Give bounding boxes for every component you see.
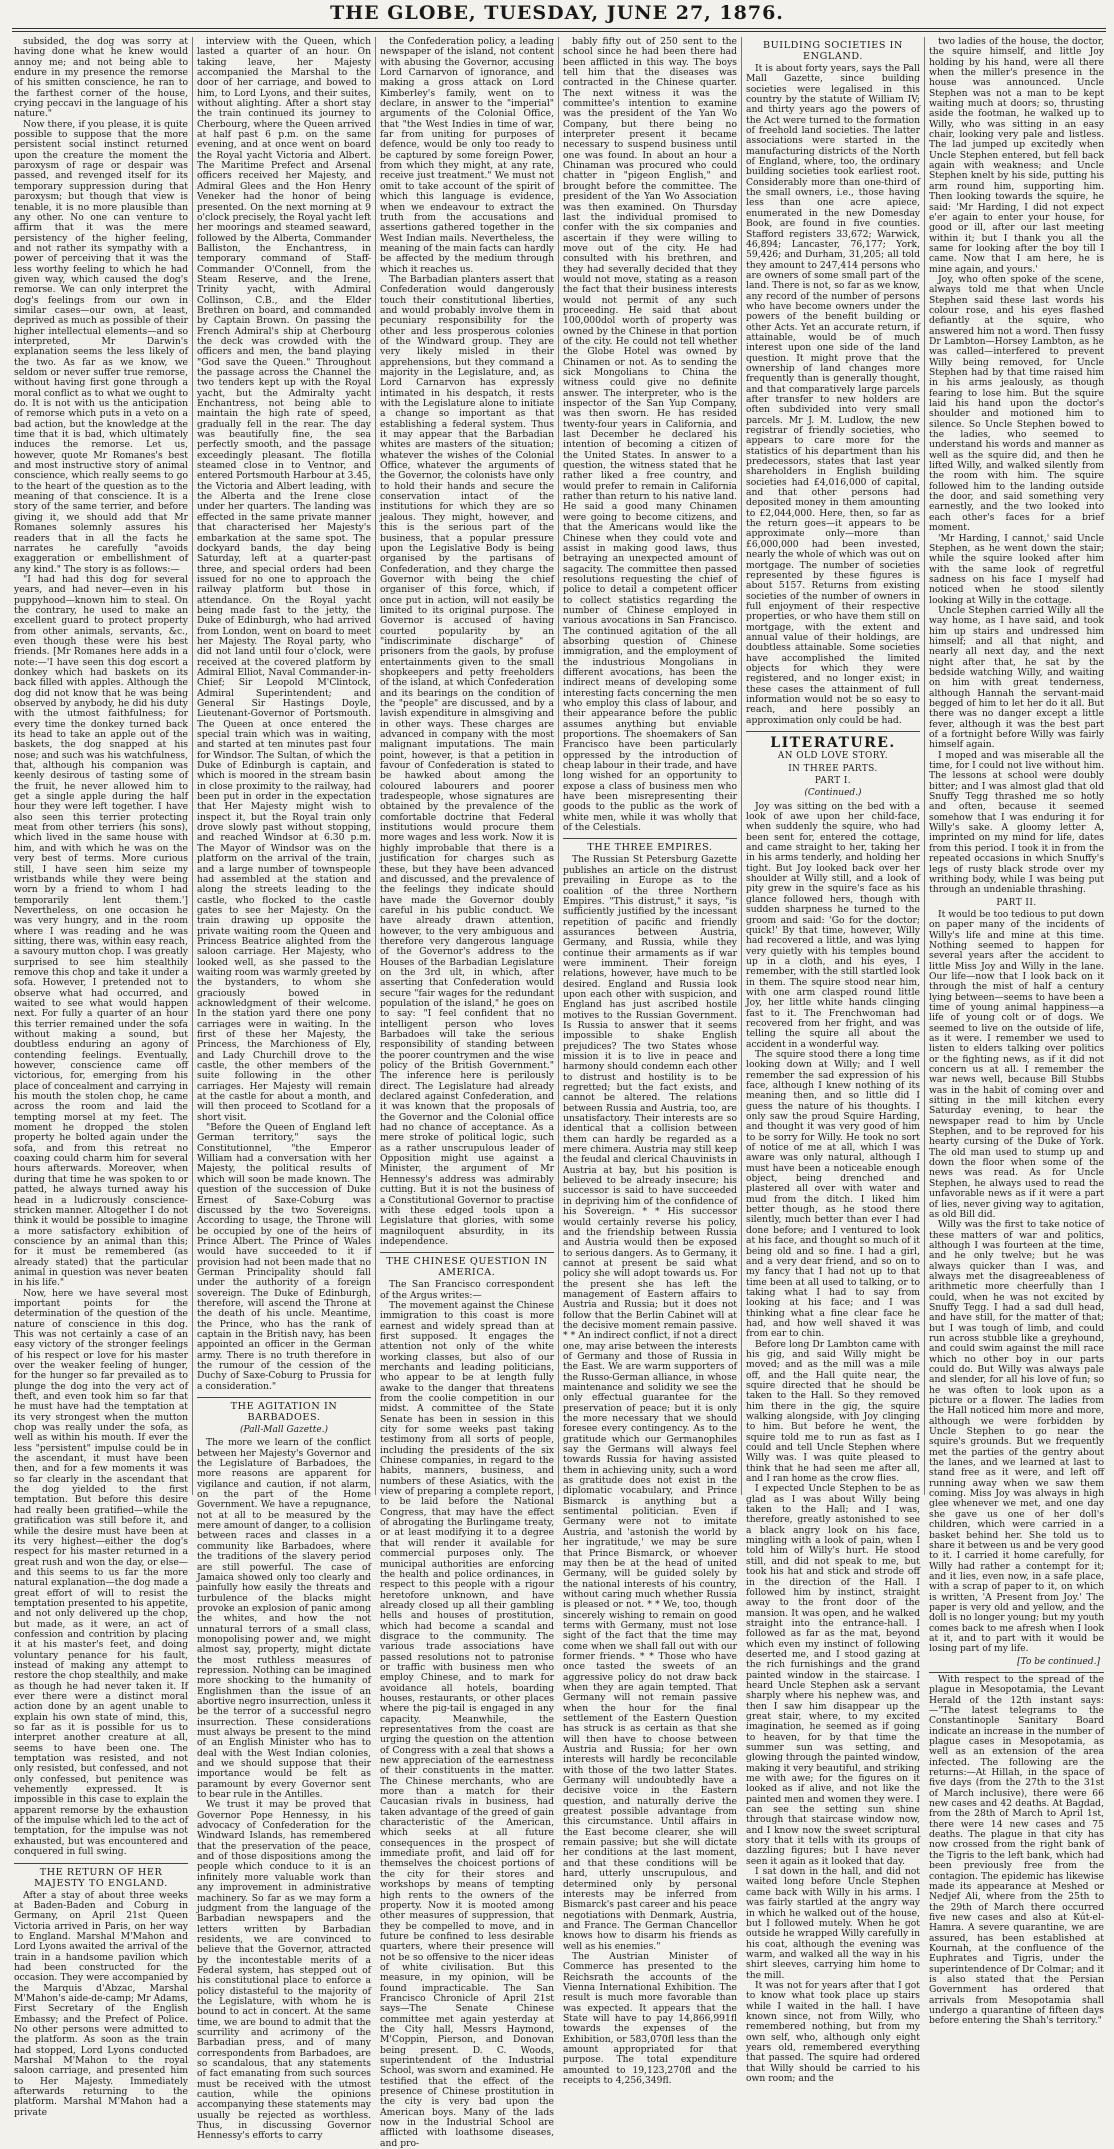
paragraph: The San Francisco correspondent of the Argus writes:— [380,1279,554,1301]
paragraph: It would be too tedious to put down on paper many of the incidents of Willy's life and mine at this time. Nothing seemed to happen for several years after the accident to little Miss Joy and Willy in the lane. Our life—now that I look back on it through the mist of half a century lying between—seems to have been a time of young animal happiness—a life of young colt or of dogs. We seemed to live on the outside of life, as it were. I remember we used to listen to elders talking over politics or the fighting news, as if it did not concern us at all. I remember the war news well, because Bill Stubbs was in the habit of coming over and sitting in the mill kitchen every Saturday evening, to hear the newspaper read to him by Uncle Stephen, and to be reproved for his hearty cursing of the Duke of York. The old man used to stump up and down the floor when some of the news was read. As for Uncle Stephen, he always used to read the unfavorable news as if it were a part of lies, never giving way to agitation, as old Bill did. [929,908,1104,1220]
paragraph: It is about forty years, says the Pall Mall Gazette, since building societies were legalised in this country by the statute of William IV; and thirty years ago the powers of the Act were turned to the formation of freehold land societies. The latter associations were started in the manufacturing districts of the North of England, where, too, the ordinary building societies took earliest root. Considerably more than one-third of the small owners, i.e., those having less than one acre apiece, enumerated in the new Domesday Book, are found in five counties. Stafford registers 33,672; Warwick, 46,894; Lancaster, 76,177; York, 59,426; and Durham, 31,205; all told they amount to 247,414 persons who are owners of some small part of the land. There is not, so far as we know, any record of the number of persons who have become owners under the powers of the benefit building or other Acts. Yet an accurate return, if attainable, would be of much interest upon one side of the land question. It might prove that the ownership of land changes more frequently than is generally thought, and that comparatively large parcels after transfer to new holders are often subdivided into very small parcels. Mr J. M. Ludlow, the new registrar of friendly societies, who appears to care more for the statistics of his department than his predecessors, states that last year shareholders in English building societies had £4,016,000 of capital, and that other persons had deposited money in them amounting to £2,044,000. Here, then, so far as the return goes—it appears to be approximate only—more than £6,000,000 had been invested, nearly the whole of which was out on mortgage. The number of societies represented by these figures is about 5157. Returns from existing societies of the number of owners in full enjoyment of their respective properties, or who have them still on mortgage, with the extent and annual value of their holdings, are doubtless attainable. Some societies have accomplished the limited objects for which they were registered, and no longer exist; in these cases the attainment of full information would not be so easy to reach, and here possibly an approximation only could be had. [746,63,920,726]
section-divider [563,838,737,839]
section-divider [380,1252,554,1253]
paragraph: The more we learn of the conflict between her Majesty's Governor and the Legislature of Barbadoes, the more reasons are apparent for vigilance and caution, if not alarm, on the part of the Home Government. We have a repugnance, not at all to be measured by the mere amount of danger, to a collision between races and classes in a community like Barbadoes, where the traditions of the slavery period are still powerful. The case of Jamaica showed only too clearly and painfully how easily the threats and turbulence of the blacks might provoke an explosion of panic among the whites, and how the not unnatural terrors of a small class, monopolising power and, we might almost say, property, might dictate the most ruthless measures of repression. Nothing can be imagined more shocking to the humanity of Englishmen than the issue of an abortive negro insurrection, unless it be the terror of a successful negro insurrection. These considerations must always be present to the mind of an English Minister who has to deal with the West Indian colonies, and we should suppose that their importance would be felt as paramount by every Governor sent to bear rule in the Antilles. [197,1437,371,1801]
article-heading: THE AGITATION IN BARBADOES. [230,1401,338,1424]
column-4 [559,36,742,2087]
paragraph: The movement against the Chinese immigration to this coast is more earnest and widely spread than at first supposed. It engages the attention not only of the white working classes, but also of our merchants and leading politicians, who appear to be at length fully awake to the danger that threatens from the coolie competition in our midst. A committee of the State Senate has been in session in this city for some weeks past taking testimony from all sorts of people, including the presidents of the six Chinese companies, in regard to the habits, manners, business, and numbers of these Asiatics, with the view of preparing a complete report, to be laid before the National Congress, that may have the effect of abrogating the Burlingame treaty, or at least modifying it to a degree that will render it available for commercial purposes only. The municipal authorities are enforcing the health and police ordinances, in respect to this people with a rigour heretofore unknown, and have already closed up all their gambling hells and houses of prostitution, which had become a scandal and disgrace to the community. The various trade associations have passed resolutions not to patronise or traffic with business men who employ Chinese, and to mark for avoidance all hotels, boarding houses, restaurants, or other places where the pig-tail is engaged in any capacity. Meanwhile, the representatives from the coast are urging the question on the attention of Congress with a zeal that shows a new appreciation of the earnestness of their constituents in the matter. The Chinese merchants, who are more than a match for their Caucasian rivals in business, had taken advantage of the greed of gain characteristic of the American, which seeks at all future consequences in the prospect of immediate profit, and laid off for themselves the choicest portions of the city for their stores and workshops by means of tempting high rents to the owners of the property. Now it is mooted among other measures of suppression, that they be compelled to move, and in future be confined to less desirable quarters, where their presence will not be so offensive to the nicer ideas of white civilisation. But this measure, in my opinion, will be found impracticable. The San Francisco Chronicle of April 21st says—The Senate Chinese committee met again yesterday at the City hall, Messrs Haymond, M'Coppin, Pierson, and Donovan being present. D. C. Woods, superintendent of the Industrial School, was sworn and examined. He testified that the effect of the presence of Chinese prostitution in the city is very bad upon the American boys. Many of the lads now in the Industrial School are afflicted with loathsome diseases, and pro- [380,1299,554,2149]
masthead-rule-secondary [12,31,1106,32]
article-heading: THE CHINESE QUESTION IN AMERICA. [386,1256,548,1279]
paragraph: After a stay of about three weeks at Baden-Baden and Coburg in Germany, on April 21st Queen Victoria arrived in Paris, on her way to England. Marshal M'Mahon and Lord Lyons awaited the arrival of the train in a handsome pavilion which had been constructed for the occasion. They were accompanied by the Marquis d'Abzac, Marshal M'Mahon's aide-de-camp; Mr Adams, First Secretary of the English Embassy; and the Prefect of Police. No other persons were admitted to the platform. As soon as the train had stopped, Lord Lyons conducted Marshal M'Mahon to the royal saloon carriage, and presented him to Her Majesty. Immediately afterwards returning to the platform. Marshal M'Mahon had a private [14,1889,188,2118]
paragraph: With respect to the spread of the plague in Mesopotamia, the Levant Herald of the 12th instant says:—"The latest telegrams to the Constantinople Sanitary Board indicate an increase in the number of plague cases in Mesopotamia, as well as an extension of the area infected. The following are the returns:—At Hillah, in the space of five days (from the 27th to the 31st of March inclusive), there were 66 new cases and 42 deaths. At Bagdad, from the 28th of March to April 1st, there were 14 new cases and 75 deaths. The plague in that city has now crossed from the right bank of the Tigris to the left bank, which had been previously free from the contagion. The epidemic has likewise made its appearance at Meshed or Nedjef Ali, where from the 25th to the 29th of March there occurred five new cases and also at Kút-el-Hamra. A severe quarantine, we are assured, has been established at Kournah, at the confluence of the Euphrates and Tigris, under the superintendence of Dr Colmar; and it is also stated that the Persian Government has ordered that arrivals from Mesopotamia shall undergo a quarantine of fifteen days before entering the Shah's territory." [929,1673,1104,2027]
section-title: LITERATURE. [770,735,896,751]
column-3 [376,36,559,2149]
paragraph: The Russian St Petersburg Gazette publishes an article on the distrust prevailing in Europe as to the coalition of the three Northern Empires. "This distrust," it says, "is sufficiently justified by the incessant repetition of pacific and friendly assurances between Austria, Germany, and Russia, while they continue their armaments as if war were imminent. Their foreign relations, however, have much to be desired. England and Russia look upon each other with suspicion, and England has just ascribed hostile motives to the Russian Government. Is Russia to answer that it seems impossible to shake English prejudices? The two States whose mission it is to live in peace and harmony should condemn each other to distrust and hostility is to be regretted; but the fact exists, and cannot be altered. The relations between Russia and Austria, too, are unsatisfactory. Their interests are so identical that a collision between them can hardly be regarded as a mere chimera. Austria may still keep the feudal and clerical Chauvinists in Austria at bay, but his position is believed to be already insecure; his successor is said to have succeeded in depriving him of the confidence of his Sovereign. * * His successor would certainly reverse his policy, and the friendship between Russia and Austria would then be exposed to serious dangers. As to Germany, it cannot at present be said what policy she will adopt towards us. For the present she has left the management of Eastern affairs to Austria and Russia; but it does not follow that the Berlin Cabinet will at the decisive moment remain passive. * * An indirect conflict, if not a direct one, may arise between the interests of Germany and those of Russia in the East. We are warm supporters of the Russo-German alliance, in whose maintenance and solidity we see the only effectual guarantee for the preservation of peace; but it is only the more necessary that we should foresee every contingency. As to the gratitude which our Germanophiles say the Germans will always feel towards Russia for having assisted them in achieving unity, such a word as gratitude does not exist in the diplomatic vocabulary, and Prince Bismarck is anything but a sentimental politician. Even if Germany were not to imitate Austria, and 'astonish the world by her ingratitude,' we may be sure that Prince Bismarck, or whoever may then be at the head of united Germany, will be guided solely by the national interests of his country, without caring much whether Russia is pleased or not. * * We, too, though sincerely wishing to remain on good terms with Germany, must not lose sight of the fact that the time may come when we shall fall out with our former friends. * * Those who have once tasted the sweets of an aggressive policy do not draw back when they are again tempted. That Germany will not remain passive when the hour for the final settlement of the Eastern Question has struck is as certain as that she will then have to choose between Austria and Russia; for her own interests will hardly be reconcilable with those of the two latter States. Germany will undoubtedly have a decisive voice in the Eastern question, and naturally derive the greatest possible advantage from this circumstance. Until affairs in the East become clearer, she will remain passive; but she will dictate her conditions at the last moment, and that these conditions will be hard, utterly unscrupulous, and determined only by personal interests may be inferred from Bismarck's past career and his peace negotiations with Denmark, Austria, and France. The German Chancellor knows how to disarm his friends as well as his enemies." [563,854,737,1952]
paragraph: Joy, who often spoke of the scene, always told me that when Uncle Stephen said these last words his colour rose, and his eyes flashed defiantly at the squire, who answered him not a word. Then fussy Dr Lambton—Horsey Lambton, as he was called—interfered to prevent Willy being removed, for Uncle Stephen had by that time raised him in his arms jealously, as though fearing to lose him. But the squire laid his hand upon the doctor's shoulder and motioned him to silence. So Uncle Stephen bowed to the ladies, who seemed to understand his words and manner as well as the squire did, and then he lifted Willy, and walked silently from the room with him. The squire followed him to the landing outside the door, and said something very earnestly, and the two looked into each other's faces for a brief moment. [929,273,1104,534]
paragraph: I expected Uncle Stephen to be as glad as I was about Willy being taken to the Hall; and I was, therefore, greatly astonished to see a black angry look on his face, mingling with a look of pain, when I told him of Willy's hurt. He stood still, and did not speak to me, but took his hat and stick and strode off in the direction of the Hall. I followed him by instinct, straight away to the front door of the mansion. It was open, and he walked straight into the entrance-hall. I followed as far as the mat, beyond which even my instinct of following deserted me, and I stood gazing at the rich furnishings and the grand painted window in the staircase. I heard Uncle Stephen ask a servant sharply where his nephew was, and then I saw him disappear up the great stair, where, to my excited imagination, he seemed as if going to heaven, for by that time the summer sun was setting, and glowing through the painted window, making it very beautiful, and striking me with awe; for the figures on it looked as if alive, and not like the painted men and women they were. I can see the setting sun shine through that staircase window now, and I know now the sweet scriptural story that it tells with its groups of dazzling figures; but I have never seen it again as it looked that day. [746,1483,920,1867]
paragraph: subsided, the dog was sorry at having done what he knew would annoy me; and not being able to endure in my presence the remorse of his smitten conscience, he ran to the farthest corner of the house, crying peccavi in the language of his nature." [14,36,188,120]
paragraph: Now, here we have several most important points for the determination of the question of the nature of conscience in this dog. This was not certainly a case of an easy victory of the stronger feelings of his respect or love for his master over the weaker feeling of hunger, for the hunger so far prevailed as to plunge the dog into the very act of theft, and even took him so far that he must have had the temptation at its very strongest when the mutton chop was really under the sofa, as well as within his mouth. If ever the less "persistent" impulse could be in the ascendant, it must have been then, and for a few moments it was so far clearly in the ascendant that the dog yielded to the first temptation. But before this desire had really been gratified—while the gratification was still before it, and while the desire must have been at its very highest—either the dog's respect for his master returned in a great rush and won the day, or else—and this seems to us far the more natural explanation—the dog made a great effort of will to resist the temptation presented to his appetite, and not only delivered up the chop, but made, as it were, an act of confession and contrition by placing it at his master's feet, and doing voluntary penance for his fault, instead of making any attempt to restore the chop stealthily, and make as though he had never taken it. If ever there were a distinct moral action done by an agent unable to explain his own state of mind, this, so far as it is possible for us to interpret another creature at all, seems to have been one. The temptation was resisted, and not only resisted, but confessed, and not only confessed, but penitence was vehemently expressed. It is impossible in this case to explain the apparent remorse by the exhaustion of the impulse which led to the act of temptation, for the impulse was not exhausted, but was encountered and conquered in full swing. [14,1287,188,1858]
article-source: (Pall-Mall Gazette.) [239,1425,329,1436]
column-6 [925,36,1108,2027]
paragraph: "I had had this dog for several years, and had never—even in his puppyhood—known him to steal. On the contrary, he used to make an excellent guard to protect property from other animals, servants, &c., even though these were his best friends. [Mr Romanes here adds in a note:—'I have seen this dog escort a donkey which had baskets on its back filled with apples. Although the dog did not know that he was being observed by anybody, he did his duty with the utmost faithfulness; for every time the donkey turned back its head to take an apple out of the baskets, the dog snapped at his nose; and such was his watchfulness, that, although his companion was keenly desirous of tasting some of the fruit, he never allowed him to get a single apple during the half hour they were left together. I have also seen this terrier protecting meat from other terriers (his sons), which lived in the same house with him, and with which he was on the very best of terms. More curious still, I have seen him seize my wristbands while they were being worn by a friend to whom I had temporarily lent them.'] Nevertheless, on one occasion he was very hungry, and in the room where I was reading and he was sitting, there was, within easy reach, a savoury mutton chop. I was greatly surprised to see him stealthily remove this chop and take it under a sofa. However, I pretended not to observe what had occurred, and waited to see what would happen next. For fully a quarter of an hour this terrier remained under the sofa without making a sound, but doubtless enduring an agony of contending feelings. Eventually, however, conscience came off victorious, for, emerging from his place of concealment and carrying in his mouth the stolen chop, he came across the room and laid the tempting morsel at my feet. The moment he dropped the stolen property he bolted again under the sofa, and from this retreat no coaxing could charm him for several hours afterwards. Moreover, when during that time he was spoken to or patted, he always turned away his head in a ludicrously conscience-stricken manner. Altogether I do not think it would be possible to imagine a more satisfactory exhibition of conscience by an animal than this; for it must be remembered (as already stated) that the particular animal in question was never beaten in his life." [14,573,188,1289]
paragraph: Joy was sitting on the bed with a look of awe upon her child-face, when suddenly the squire, who had been sent for, entered the cottage, and came straight to her, taking her in his arms tenderly, and holding her tight. But Joy looked back over her shoulder at Willy still, and a look of pity grew in the squire's face as his glance followed hers, though with sudden sharpness he turned to the groom and said: 'Go for the doctor; quick!' By that time, however, Willy had recovered a little, and was lying very quietly with his temples bound up in a cloth, and his eyes, I remember, with the still startled look in them. The squire stood near him, with one arm clasped round little Joy, her little white hands clinging fast to it. The Frenchwoman had recovered from her fright, and was telling the squire all about the accident in a wonderful way. [746,800,920,1050]
column-2 [193,36,376,2142]
masthead-rule [12,28,1106,29]
paragraph: It was not for years after that I got to know what took place up stairs while I waited in the hall. I have known since, not from Willy, who remembered nothing, but from my own self, who, although only eight years old, remembered everything that passed. The squire had ordered that Willy should be carried to his own room; and the [746,1979,920,2084]
story-title: AN OLD LOVE STORY. [777,751,889,762]
article-heading: THE RETURN OF HER MAJESTY TO ENGLAND. [34,1866,168,1889]
paragraph: 'Mr Harding, I cannot,' said Uncle Stephen, as he went down the stair; while the squire looked after him with the same look of regretful sadness on his face I myself had noticed when he stood silently looking at Willy in the cottage. [929,532,1104,606]
part-heading: PART II. [996,897,1037,908]
column-1 [10,36,193,2118]
masthead: THE GLOBE, TUESDAY, JUNE 27, 1876. [330,2,784,24]
continued-note: (Continued.) [804,788,862,799]
paragraph: "Before the Queen of England left German territory," says the Constitutionnel, "the Emperor William had a conversation with her Majesty, the political results of which will soon be made known. The question of the succession of Duke Ernest of Saxe-Coburg was discussed by the two Sovereigns. According to usage, the Throne will be occupied by one of the heirs of Prince Albert. The Prince of Wales would have succeeded to it if provision had not been made that no German Principality should fall under the authority of a foreign sovereign. The Duke of Edinburgh, therefore, will ascend the Throne at the death of his uncle. Meantime, the Prince, who has the rank of captain in the British navy, has been appointed an officer in the German army. There is no truth therefore in the rumour of the cession of the Duchy of Saxe-Coburg to Prussia for a consideration." [197,1122,371,1392]
column-5 [742,37,925,2084]
paragraph: Willy was the first to take notice of these matters of war and politics, although I was fourteen at the time, and he only twelve; but he was always quicker than I was, and always met the disagreeableness of arithmetic more cheerfully than I could, when he was not excited by Snuffy Tegg. I had a sad dull head, and have still, for the matter of that; but I was tough of limb, and could run across stubble like a greyhound, and could swim against the mill race which no other boy in our parts could do. But Willy was always pale and slender, for all his love of fun; so he was often to look upon as a picture or a flower. The ladies from the Hall noticed him more and more, although we were forbidden by Uncle Stephen to go near the squire's grounds. But we frequently met the parties of the gentry about the lanes, and we learned at last to stand free as it were, and left off running away when we saw them coming. Miss Joy was always in high glee whenever we met, and one day she gave us one of her doll's children, which were carried in a basket behind her. She told us to share it between us and be very good to it. I carried it home carefully, for Willy had rather a contempt for it; and it lies, even now, in a safe place, with a scrap of paper to it, on which is written, 'A Present from Joy.' The paper is very old and yellow, and the doll is no longer young; but my youth comes back to me afresh when I look at it, and to part with it would be losing part of my life. [929,1219,1104,1655]
paragraph: The Austrian Minister of Commerce has presented to the Reichsrath the accounts of the Vienna International Exhibition. The result is much more favorable than was expected. It appears that the State will have to pay 14,866,991fl towards the expenses of the Exhibition, or 583,070fl less than the amount appropriated for that purpose. The total expenditure amounted to 19,123,270fl and the receipts to 4,256,349fl. [563,1950,737,2087]
paragraph: I moped and was miserable all the time, for I could not live without him. The lessons at school were doubly bitter; and I was almost glad that old Snuffy Tegg thrashed me so hotly and often, because it seemed somehow that I was enduring it for Willy's sake. A gloomy letter A, imprinted on my mind for life, dates from this period. I took it in from the repeated occasions in which Snuffy's legs of rusty black strode over my writhing body, while I was being put through an undeniable thrashing. [929,749,1104,896]
paragraph: bably fifty out of 250 sent to the school since he had been there had been afflicted in this way. The boys tell him that the diseases was contracted in the Chinese quarter. The next witness it was the committee's intention to examine was the president of the Yan Wo Company, but there being no interpreter present it became necessary to suspend business until one was found. In about an hour a Chinaman was procured who could chatter in "pigeon English," and brought before the committee. The president of the Yan Wo Association was then examined. On Thursday last the individual promised to confer with the six companies and ascertain if they were willing to move out of the city. He had consulted with his brethren, and they had severally decided that they would not move, stating as a reason the fact that their business interests would not permit of any such proceeding. He said that about 100,000dol worth of property was owned by the Chinese in that portion of the city. He could not tell whether the Globe Hotel was owned by Chinamen or not. As to sending the sick Mongolians to China the witness could give no definite answer. The interpreter, who is the inspector of the San Yup Company, was then sworn. He has resided twenty-four years in California, and last December he declared his intention of becoming a citizen of the United States. In answer to a question, the witness stated that he rather liked a free country, and would prefer to remain in California rather than return to his native land. He said a good many Chinamen were going to become citizens, and that the Americans would like the Chinese when they could vote and assist in making good laws, thus betraying an unexpected amount of sagacity. The committee then passed resolutions requesting the chief of police to detail a competent officer to collect statistics regarding the number of Chinese employed in various avocations in San Francisco. The continued agitation of the all absorbing question of Chinese immigration, and the employment of the industrious Mongolians in different avocations, has been the indirect means of developing some interesting facts concerning the men who employ this class of labour, and their appearance before the public assumes anything but enviable proportions. The shoemakers of San Francisco have been particularly oppressed by the introduction of cheap labour in their trade, and have long wished for an opportunity to expose a class of business men who have been misrepresenting their goods to the public as the work of white men, while it was wholly that of the Celestials. [563,36,737,834]
paragraph: Uncle Stephen carried Willy all the way home, as I have said, and took him up stairs and undressed him himself; and all that night, and nearly all next day, and the next night after that, he sat by the bedside watching Willy, and waiting on him with great tenderness, although Hannah the servant-maid begged of him to let her do it all. But there was no danger except a little fever, although it was the best part of a fortnight before Willy was fairly himself again. [929,604,1104,751]
to-be-continued-note: [To be continued.] [1017,1656,1100,1667]
section-divider [746,731,920,732]
section-divider [929,1672,1104,1673]
story-parts: IN THREE PARTS. [788,763,878,774]
paragraph: I sat down in the hall, and did not waited long before Uncle Stephen came back with Willy in his arms. I was fairly startled at the angry way in which he walked out of the house, but I followed mutely. When he got outside he wrapped Willy carefully in his coat, although the evening was warm, and walked all the way in his shirt sleeves, carrying him home to the mill. [746,1866,920,1981]
column-container [10,36,1108,2149]
article-heading: BUILDING SOCIETIES IN ENGLAND. [762,40,904,62]
part-heading: PART I. [814,776,852,787]
section-divider [197,1397,371,1398]
paragraph: The Barbadian planters assert that Confederation would dangerously touch their constitutional liberties, and would probably involve them in pecuniary responsibility for the other and less prosperous colonies of the Windward group. They are very likely misled in their apprehensions, but they command a majority in the Legislature, and, as Lord Carnarvon has expressly intimated in his despatch, it rests with the Legislature alone to initiate a change so important as that establishing a federal system. Thus it may appear that the Barbadian whites are masters of the situation; whatever the wishes of the Colonial Office, whatever the arguments of the Governor, the colonists have only to hold their hands and secure the conservation intact of the institutions for which they are so jealous. They might, however, and this is the serious part of the business, that a popular pressure upon the Legislative Body is being organised by the partisans of Confederation, and they charge the Governor with being the chief organiser of this force, which, if once put in action, will not easily be limited to its original purpose. The Governor is accused of having courted popularity by an "indiscriminate discharge" of prisoners from the gaols, by profuse entertainments given to the small shopkeepers and petty freeholders of the island, at which Confederation and its bearings on the condition of the "people" are discussed, and by a lavish expenditure in almsgiving and in other ways. These charges are advanced in company with the most malignant imputations. The main point, however, is that a petition in favour of Confederation is stated to be hawked about among the coloured labourers and poorer tradespeople, whose signatures are obtained by the prevalence of the comfortable doctrine that Federal institutions would procure them more wages and less work. Now it is highly improbable that there is a justification for charges such as these, but they have been advanced and discussed, and the prevalence of the feelings they indicate should have made the Governor doubly careful in his public conduct. We have already drawn attention, however, to the very ambiguous and therefore very dangerous language of the Governor's address to the Houses of the Barbadian Legislature on the 3rd ult, in which, after asserting that Confederation would secure "fair wages for the redundant population of the island," he goes on to say: "I feel confident that no intelligent person who loves Barbadoes will take the serious responsibility of standing between the poorer countrymen and the wise policy of the British Government." The inference here is perilously direct. The Legislature had already declared against Confederation, and it was known that the proposals of the Governor and the Colonial office had no chance of acceptance. As a mere stroke of political logic, such as a rather unscrupulous leader of Opposition might use against a Minister, the argument of Mr Hennessy's address was admirably cutting. But it is not the business of a Constitutional Governor to practise with these edged tools upon a Legislature that glories, with some magniloquent absurdity, in its independence. [380,273,554,1247]
paragraph: The squire stood there a long time looking down at Willy; and I well remember the sad expression of his face, although I knew nothing of its meaning then, and so little did I guess the nature of his thoughts. I only saw the proud Squire Harding, and thought it was very good of him to be sorry for Willy. He took no sort of notice of me at all, which I was aware was only natural, although I must have been a noticeable enough object, being drenched and plastered all over with water and mud from the ditch. I liked him better though, as he stood there silently, much better than ever I had done before; and I ventured to look at his face, and thought so much of it being old and so fine. I had a girl, and a very dear friend, and so on to my fancy that I had not up to that time been at all used to talking, or to taking what I had to say from looking at his face; and I was thinking what a fine clear face he had, and how well shaved it was from ear to chin. [746,1048,920,1340]
section-divider [14,1863,188,1864]
paragraph: the Confederation policy, a leading newspaper of the island, not content with abusing the Governor, accusing Lord Carnarvon of ignorance, and making a gross attack on Lord Kimberley's family, went on to declare, in answer to the "imperial" arguments of the Colonial Office, that "the West Indies in time of war, far from uniting for purposes of defence, would be only too ready to be captured by some foreign Power, from which they might, at any rate, receive just treatment." We must not omit to take account of the spirit of which this language is evidence, when we endeavour to extract the truth from the accusations and assertions gathered together in the West Indian mails. Nevertheless, the meaning of the main facts can hardly be affected by the medium through which it reaches us. [380,36,554,275]
paragraph: We trust it may be proved that Governor Pope Hennessy, in his advocacy of Confederation for the Windward Islands, has remembered that the preservation of the peace, and of those dispositions among the people which conduce to it is an infinitely more valuable work than any improvement in administrative machinery. So far as we may form a judgment from the language of the Barbadian newspapers and the letters written by Barbadian residents, we are convinced to believe that the Governor, attracted by the incontestable merits of a Federal system, has stepped out of his constitutional place to enforce a policy distasteful to the majority of the Legislature, with whom he is bound to act in concert. At the same time, we are bound to admit that the scurrility and acrimony of the Barbadian press, and of many correspondents from Barbadoes, are so scandalous, that any statements of fact emanating from such sources must be received with the utmost caution, while the opinions accompanying these statements may usually be rejected as worthless. Thus, in discussing Governor Hennessy's efforts to carry [197,1799,371,2142]
article-heading: THE THREE EMPIRES. [587,842,713,854]
paragraph: Before long Dr Lambton came with his gig, and said Willy might be moved; and as the mill was a mile off, and the Hall quite near, the squire directed that he should be taken to the Hall. So they removed him there in the gig, the squire walking alongside, with Joy clinging to him. But before he went, the squire told me to run as fast as I could and tell Uncle Stephen where Willy was. I was quite pleased to think that he had seen me after all, and I ran home as the crow flies. [746,1338,920,1485]
paragraph: interview with the Queen, which lasted a quarter of an hour. On taking leave, her Majesty accompanied the Marshal to the door of her carriage, and bowed to him, to Lord Lyons, and their suites, without alighting. After a short stay the train continued its journey to Cherbourg, where the Queen arrived at half past 6 p.m. on the same evening, and at once went on board the Royal yacht Victoria and Albert. The Maritime Prefect and Arsenal officers received her Majesty, and Admiral Glees and the Hon Henry Veneker had the honor of being presented. On the next morning at 9 o'clock precisely, the Royal yacht left her moorings and steamed seaward, followed by the Alberta, Commander Balliston, the Enchantress, in temporary command of Staff-Commander O'Connell, from the Steam Reserve, and the Irene, Trinity yacht, with Admiral Collinson, C.B., and the Elder Brethren on board, and commanded by Captain Brown. On passing the French Admiral's ship at Cherbourg the deck was crowded with the officers and men, the band playing "God save the Queen." Throughout the passage across the Channel the two tenders kept up with the Royal yacht, but the Admiralty yacht Enchantress, not being able to maintain the high rate of speed, gradually fell in the rear. The day was beautifully fine, the sea perfectly smooth, and the passage exceedingly pleasant. The flotilla steamed close in to Ventnor, and entered Portsmouth Harbour at 3.45, the Victoria and Albert leading, with the Alberta and the Irene close under her quarters. The landing was effected in the same private manner that characterised her Majesty's embarkation at the same spot. The dockyard bands, the day being Saturday, left at a quarter-past three, and special orders had been issued for no one to approach the railway platform but those in attendance. On the Royal yacht being made fast to the jetty, the Duke of Edinburgh, who had arrived from London, went on board to meet her Majesty. The Royal party, who did not land until four o'clock, were received at the covered platform by Admiral Elliot, Naval Commander-in-Chief; Sir Leopold M'Clintock, Admiral Superintendent; and General Sir Hastings Doyle, Lieutenant-Governor of Portsmouth. The Queen at once entered the special train which was in waiting, and started at ten minutes past four for Windsor. The Sultan, of which the Duke of Edinburgh is captain, and which is moored in the stream basin in close proximity to the railway, had been put in order in the expectation that Her Majesty might wish to inspect it, but the Royal train only drove slowly past without stopping, and reached Windsor at 6.30 p.m. The Mayor of Windsor was on the platform on the arrival of the train, and a large number of townspeople had assembled at the station and along the streets leading to the castle, who flocked to the castle gates to see her Majesty. On the train drawing up opposite the private waiting room the Queen and Princess Beatrice alighted from the saloon carriage. Her Majesty, who looked well, as she passed to the waiting room was warmly greeted by the bystanders, to whom she graciously bowed in acknowledgment of their welcome. In the station yard there one pony carriages were in waiting. In the first of these her Majesty, the Princess, the Marchioness of Ely, and Lady Churchill drove to the castle, the other members of the suite following in the other carriages. Her Majesty will remain at the castle for about a month, and will then proceed to Scotland for a short visit. [197,36,371,1123]
paragraph: two ladies of the house, the doctor, the squire himself, and little Joy holding by his hand, were all there when the miller's presence in the house was announced. Uncle Stephen was not a man to be kept waiting much at doors; so, thrusting aside the footman, he walked up to Willy, who was sitting in an easy chair, looking very pale and listless. The lad jumped up excitedly when Uncle Stephen entered, but fell back again with weakness; and Uncle Stephen knelt by his side, putting his arm round him, supporting him. Then looking towards the squire, he said: 'Mr Harding, I did not expect e'er again to enter your house, for good or ill, after our last meeting within it; but I thank you all the same for looking after the boy till I came. Now that I am here, he is mine again, and yours.' [929,36,1104,275]
paragraph: Now there, if you please, it is quite possible to suppose that the more persistent social instinct returned upon the creature the moment the paroxysm of rage or despair was passed, and revenged itself for its temporary suppression during that paroxysm; but though that view is tenable, it is no more plausible than any other. No one can venture to affirm that it was the mere persistency of the higher feeling, and not rather its sympathy with a power of perceiving that it was the less worthy feeling to which he had given way, which caused the dog's remorse. We can only interpret the dog's feelings from our own in similar cases—our own, at least, deprived as much as possible of their higher intellectual elements—and so interpreted, Mr Darwin's explanation seems the less likely of the two. As far as we know, we seldom or never suffer true remorse, without having first gone through a moral conflict as to what we ought to do. It is not with us the anticipation of remorse which puts in a veto on a bad action, but the knowledge at the time that it is bad, which ultimately induces the remorse. Let us, however, quote Mr Romanes's best and most instructive story of animal conscience, which really seems to go to the heart of the question as to the meaning of that conscience. It is a story of the same terrier, and before giving it, we should add that Mr Romanes solemnly assures his readers that in all the facts he narrates he carefully "avoids exaggeration or embellishment of any kind." The story is as follows:— [14,118,188,575]
